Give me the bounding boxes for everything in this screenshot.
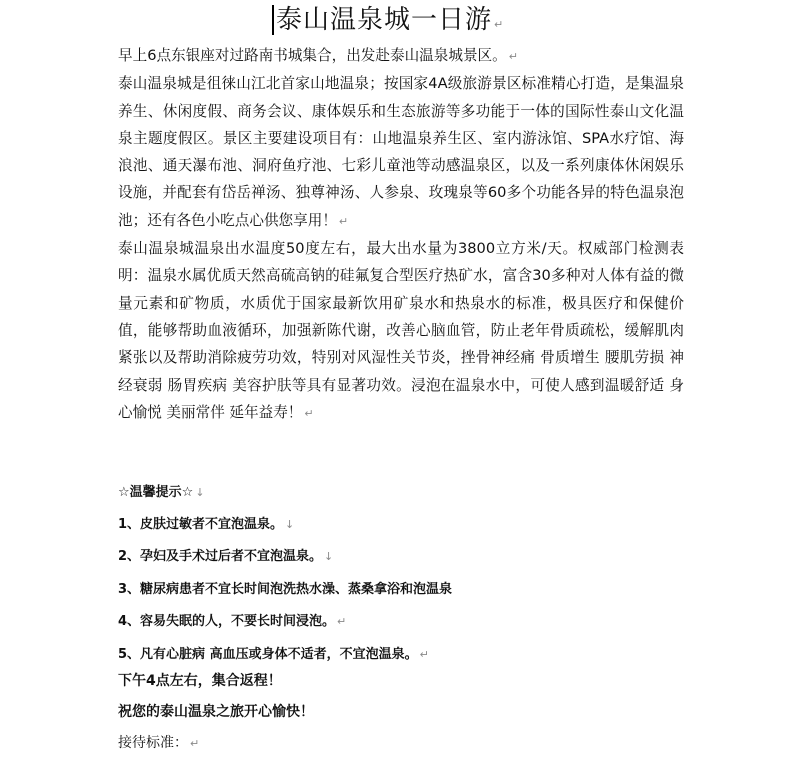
paragraph-mark-icon: ↵ [494,18,505,31]
line-break-mark-icon: ↓ [195,486,205,499]
paragraph-mark-icon: ↵ [508,50,518,63]
paragraph-mark-icon: ↵ [190,737,200,750]
paragraph-introduction: 泰山温泉城是徂徕山江北首家山地温泉；按国家4A级旅游景区标准精心打造，是集温泉养生、休闲度假、商务会议、康体娱乐和生态旅游等多功能于一体的国际性泰山文化温泉主题度假区。景区主要建设项目有：山地温泉养生区、室内游泳馆、SPA水疗馆、海浪池、通天瀑布池、洞府鱼疗池、七彩儿童池等动感温泉区，以及一系列康体休闲娱乐设施，并配套有岱岳禅汤、独尊神汤、人参泉、玫瑰泉等60多个功能各异的特色温泉泡池；还有各色小吃点心供您享用！ ↵ [118,75,684,229]
wish-note: 祝您的泰山温泉之旅开心愉快！ [118,704,314,720]
return-note: 下午4点左右，集合返程！ [118,673,282,689]
reception-standard: 接待标准： ↵ [118,735,200,751]
body-text [118,42,684,427]
paragraph-water-quality: 泰山温泉城温泉出水温度50度左右，最大出水量为3800立方米/天。权威部门检测表明：温泉水属优质天然高硫高钠的硅氟复合型医疗热矿水，富含30多种对人体有益的微量元素和矿物质，水质优于国家最新饮用矿泉水和热泉水的标准，极具医疗和保健价值，能够帮助血液循环，加强新陈代谢，改善心脑血管，防止老年骨质疏松，缓解肌肉紧张以及帮助消除疲劳功效，特别对风湿性关节炎，挫骨神经痛 骨质增生 腰肌劳损 神经衰弱 肠胃疾病 美容护肤等具有显著功效。浸泡在温泉水中，可使人感到温暖舒适 身心愉悦 美丽常伴 延年益寿！ ↵ [118,240,684,421]
paragraph-mark-icon: ↵ [304,406,314,420]
closing-section [118,666,698,759]
tip-item: 1、皮肤过敏者不宜泡温泉。 ↓ [118,517,295,532]
tips-heading: ☆温馨提示☆ ↓ [118,485,205,500]
tip-item: 5、凡有心脏病 高血压或身体不适者，不宜泡温泉。 ↵ [118,646,429,662]
paragraph-mark-icon: ↵ [337,615,347,629]
page-title-text: 泰山温泉城一日游 [276,5,493,35]
page-title [276,2,504,38]
line-break-mark-icon: ↓ [324,550,334,564]
paragraph-departure: 早上6点东银座对过路南书城集合，出发赴泰山温泉城景区。 ↵ [118,47,518,64]
tips-section [118,477,698,671]
tip-item: 2、孕妇及手术过后者不宜泡温泉。 ↓ [118,549,334,565]
tip-item: 3、糖尿病患者不宜长时间泡洗热水澡、蒸桑拿浴和泡温泉 [118,581,453,597]
tip-item: 4、容易失眠的人，不要长时间浸泡。 ↵ [118,614,347,630]
paragraph-mark-icon: ↵ [419,647,429,661]
line-break-mark-icon: ↓ [285,518,295,531]
paragraph-mark-icon: ↵ [338,214,349,228]
text-cursor [272,5,274,35]
